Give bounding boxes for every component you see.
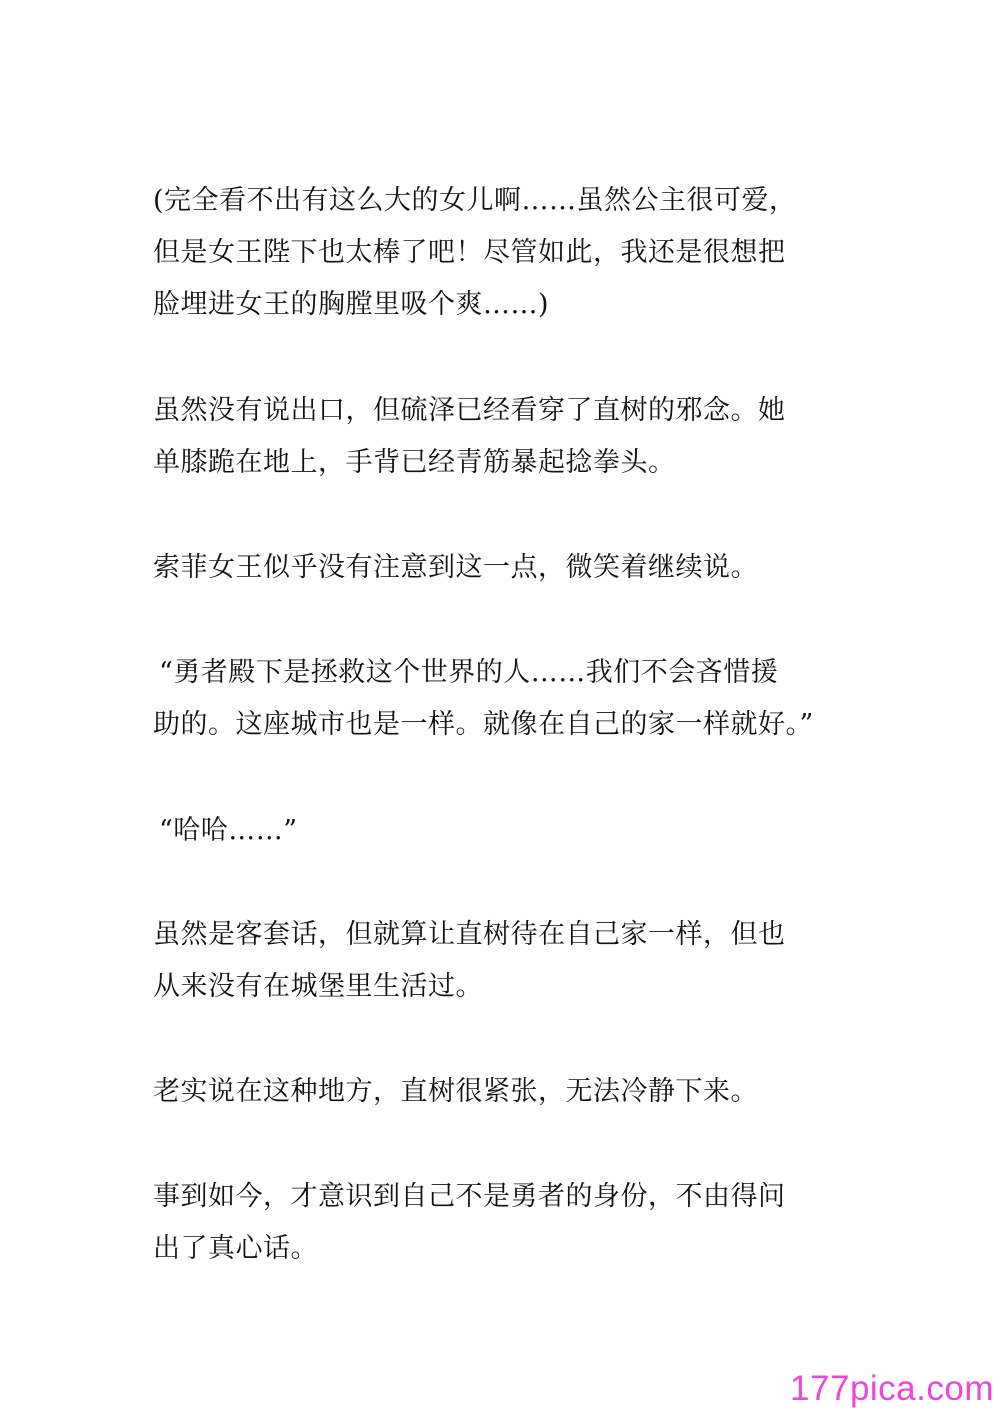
paragraph-8-line-1: 事到如今，才意识到自己不是勇者的身份，不由得问 — [153, 1181, 786, 1212]
paragraph-1-line-1: (完全看不出有这么大的女儿啊……虽然公主很可爱， — [153, 185, 797, 216]
site-watermark: 177pica.com — [790, 1369, 994, 1408]
paragraph-1-line-3: 脸埋进女王的胸膛里吸个爽……) — [153, 289, 550, 320]
paragraph-4-line-2: 助的。这座城市也是一样。就像在自己的家一样就好。” — [153, 709, 814, 740]
paragraph-2-line-2: 单膝跪在地上，手背已经青筋暴起捻拳头。 — [153, 447, 676, 478]
paragraph-4-line-1: “勇者殿下是拯救这个世界的人……我们不会吝惜援 — [159, 657, 779, 688]
paragraph-3-line-1: 索菲女王似乎没有注意到这一点，微笑着继续说。 — [153, 552, 758, 583]
paragraph-5-line-1: “哈哈……” — [159, 815, 298, 846]
paragraph-8-line-2: 出了真心话。 — [153, 1233, 318, 1264]
paragraph-7-line-1: 老实说在这种地方，直树很紧张，无法冷静下来。 — [153, 1076, 758, 1107]
paragraph-2-line-1: 虽然没有说出口，但硫泽已经看穿了直树的邪念。她 — [153, 395, 786, 426]
paragraph-6-line-1: 虽然是客套话，但就算让直树待在自己家一样，但也 — [153, 919, 786, 950]
paragraph-1-line-2: 但是女王陛下也太棒了吧！尽管如此，我还是很想把 — [153, 237, 786, 268]
paragraph-6-line-2: 从来没有在城堡里生活过。 — [153, 971, 483, 1002]
